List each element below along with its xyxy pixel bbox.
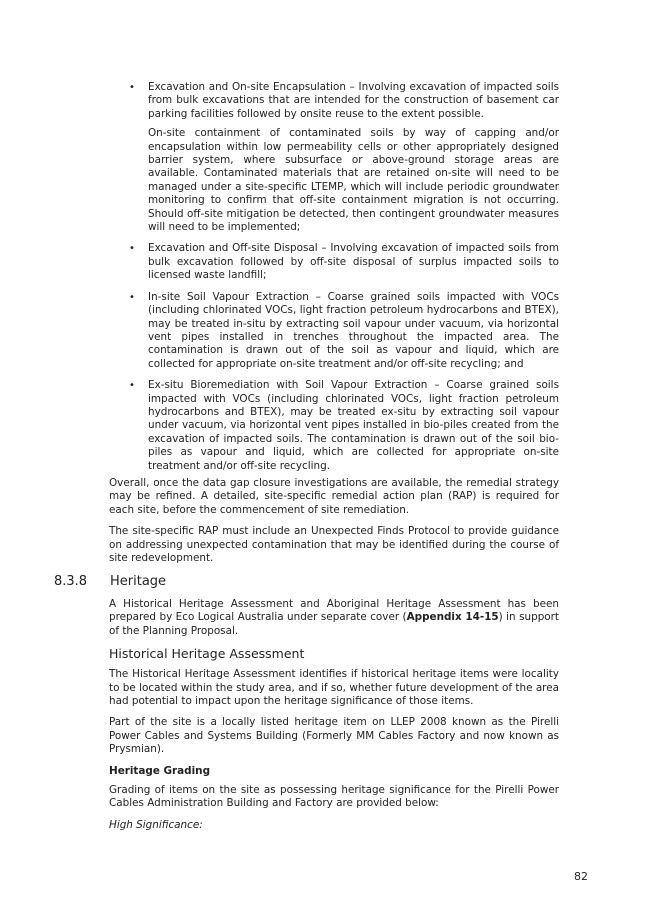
identifies-paragraph: The Historical Heritage Assessment identifies if historical heritage items were locality to be located within the study area, and if so, whether future development of the area had potential to impact upon the heritage significance of those items. xyxy=(109,668,559,708)
overall-paragraph: Overall, once the data gap closure investigations are available, the remedial strategy may be refined. A detailed, site-specific remedial action plan (RAP) is required for each site, before the commencement of site remediation. xyxy=(109,476,559,516)
bullet-icon: • xyxy=(129,82,135,93)
section-heading xyxy=(54,574,166,590)
bullet-icon: • xyxy=(129,243,135,255)
high-significance-label: High Significance: xyxy=(109,818,203,831)
heritage-intro-text-end: ) in support of the Planning Proposal. xyxy=(109,611,559,637)
bullet-text: Excavation and On-site Encapsulation – Involving excavation of impacted soils from bulk excavations that are intended for the construction of basement car parking facilities followed by onsite reuse to the extent possible. xyxy=(148,81,559,120)
bullet-text: Ex-situ Bioremediation with Soil Vapour Extraction – Coarse grained soils impacted with VOCs (including chlorinated VOCs, light fraction petroleum hydrocarbons and BTEX), may be treated ex-situ by extracting soil vapour under vacuum, via horizontal vent pipes installed in bio-piles created from the excavation of impacted soils. The contamination is drawn out of the soil bio-piles as vapour and liquid, which are collected for appropriate on-site treatment and/or off-site recycling. xyxy=(148,379,559,472)
bullet-text: In-site Soil Vapour Extraction – Coarse grained soils impacted with VOCs (including chlorinated VOCs, light fraction petroleum hydrocarbons and BTEX), may be treated in-situ by extracting soil vapour under vacuum, via horizontal vent pipes installed in trenches throughout the impacted area. The contamination is drawn out of the soil as vapour and liquid, which are collected for appropriate on-site treatment and/or off-site recycling; and xyxy=(148,290,559,370)
section-number: 8.3.8 xyxy=(54,574,88,589)
grading-paragraph: Grading of items on the site as possessing heritage significance for the Pirelli Power Cables Administration Building and Factory are provided below: xyxy=(109,784,559,810)
section-title: Heritage xyxy=(110,574,167,589)
main-content xyxy=(109,81,559,573)
grading-heading: Heritage Grading xyxy=(109,764,211,777)
bullet-text: Excavation and Off-site Disposal – Involving excavation of impacted soils from bulk excavation followed by off-site disposal of surplus impacted soils to licensed waste landfill; xyxy=(148,242,559,282)
page-number: 82 xyxy=(574,870,588,883)
part-of-site-paragraph: Part of the site is a locally listed heritage item on LLEP 2008 known as the Pirelli Power Cables and Systems Building (Formerly MM Cables Factory and now known as Prysmian). xyxy=(109,716,559,756)
heritage-intro-text: A Historical Heritage Assessment and Aboriginal Heritage Assessment has been prepared by Eco Logical Australia under separate cover ( xyxy=(109,598,559,624)
heritage-intro-paragraph xyxy=(109,598,559,638)
remediation-options-list xyxy=(109,81,559,473)
subheading: Historical Heritage Assessment xyxy=(109,646,305,662)
list-item xyxy=(109,81,559,234)
bullet-icon: • xyxy=(129,380,135,392)
bullet-extra-text: On-site containment of contaminated soils by way of capping and/or encapsulation within low permeability cells or other appropriately designed barrier system, where subsurface or above-ground storage areas are available. Contaminated materials that are retained on-site will need to be managed under a site-specific LTEMP, which will include periodic groundwater monitoring to confirm that off-site containment migration is not occurring. Should off-site mitigation be detected, then contingent groundwater measures will need to be implemented; xyxy=(148,127,559,234)
list-item xyxy=(109,379,559,473)
list-item xyxy=(109,291,559,371)
bullet-icon: • xyxy=(129,291,135,303)
list-item xyxy=(109,242,559,282)
heritage-section-content xyxy=(109,598,559,840)
rap-paragraph: The site-specific RAP must include an Unexpected Finds Protocol to provide guidance on addressing unexpected contamination that may be identified during the course of site redevelopment. xyxy=(109,525,559,564)
appendix-reference: Appendix 14-15 xyxy=(406,611,499,624)
